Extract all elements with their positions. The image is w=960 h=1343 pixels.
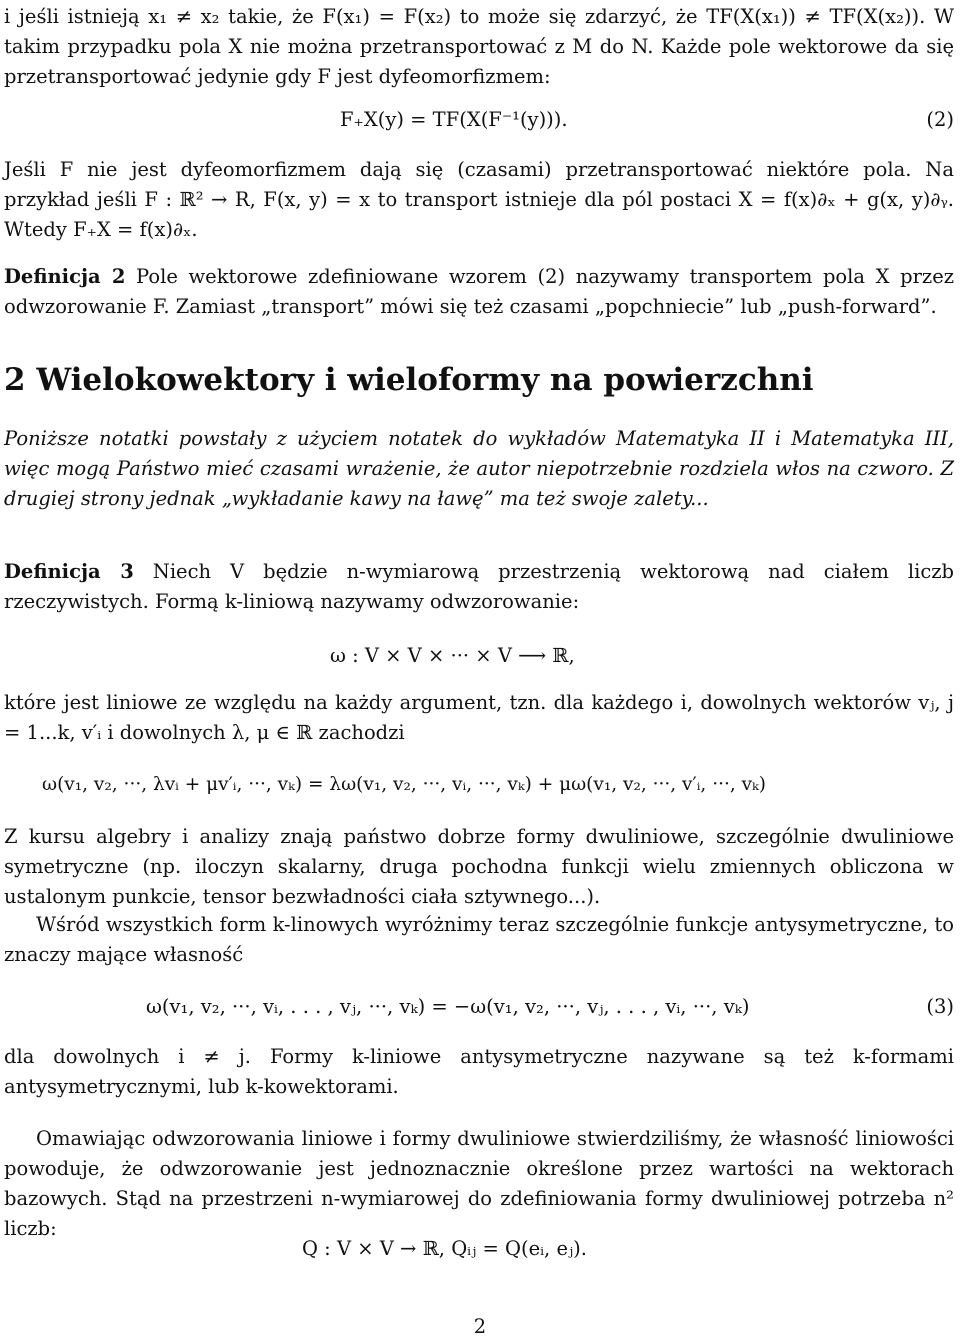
section-title: 2 Wielokowektory i wieloformy na powierzchni xyxy=(4,362,814,398)
equation-omega: ω : V × V × ··· × V ⟶ ℝ, xyxy=(330,644,575,667)
equation-2: F₊X(y) = TF(X(F⁻¹(y))). xyxy=(340,108,568,131)
paragraph-linearity: które jest liniowe ze względu na każdy argument, tzn. dla każdego i, dowolnych wektorów vⱼ, j = 1...k, v′ᵢ i dowolnych λ, μ ∈ ℝ zachodzi xyxy=(4,691,954,744)
equation-Q: Q : V × V → ℝ, Qᵢⱼ = Q(eᵢ, eⱼ). xyxy=(302,1237,587,1260)
page-number: 2 xyxy=(473,1315,487,1338)
definition-3-text: Niech V będzie n-wymiarową przestrzenią wektorową nad ciałem liczb rzeczywistych. Formą k-liniową nazywamy odwzorowanie: xyxy=(4,560,955,613)
definition-2 xyxy=(4,262,954,322)
equation-3-number: (3) xyxy=(926,995,954,1018)
intro-note: Poniższe notatki powstały z użyciem notatek do wykładów Matematyka II i Matematyka III, więc mogą Państwo mieć czasami wrażenie, że autor niepotrzebnie rozdziela włos na czworo. Z drugiej strony jednak „wykładanie kawy na ławę” ma też swoje zalety... xyxy=(4,427,954,510)
definition-2-text: Pole wektorowe zdefiniowane wzorem (2) nazywamy transportem pola X przez odwzorowanie F. Zamiast „transport” mówi się też czasami „popchniecie” lub „push-forward”. xyxy=(4,265,955,318)
definition-3-label: Definicja 3 xyxy=(4,560,134,583)
paragraph-k-forms: dla dowolnych i ≠ j. Formy k-liniowe antysymetryczne nazywane są też k-formami antysymetrycznymi, lub k-kowektorami. xyxy=(4,1045,954,1098)
paragraph-bilinear-basis: Omawiając odwzorowania liniowe i formy dwuliniowe stwierdziliśmy, że własność liniowości powoduje, że odwzorowanie jest jednoznacznie określone przez wartości na wektorach bazowych. Stąd na przestrzeni n-wymiarowej do zdefiniowania formy dwuliniowej potrzeba n² liczb: xyxy=(4,1127,954,1240)
paragraph-transport-intro: i jeśli istnieją x₁ ≠ x₂ takie, że F(x₁) = F(x₂) to może się zdarzyć, że TF(X(x₁)) ≠ TF(X(x₂)). W takim przypadku pola X nie można przetransportować z M do N. Każde pole wektorowe da się przetransportować jedynie gdy F jest dyfeomorfizmem: xyxy=(4,5,954,88)
equation-3: ω(v₁, v₂, ···, vᵢ, . . . , vⱼ, ···, vₖ) = −ω(v₁, v₂, ···, vⱼ, . . . , vᵢ, ···, vₖ) xyxy=(146,995,750,1018)
definition-3 xyxy=(4,557,954,617)
equation-linearity: ω(v₁, v₂, ···, λvᵢ + μv′ᵢ, ···, vₖ) = λω(v₁, v₂, ···, vᵢ, ···, vₖ) + μω(v₁, v₂, ···, v′ᵢ, ···, vₖ) xyxy=(42,774,767,795)
paragraph-bilinear: Z kursu algebry i analizy znają państwo dobrze formy dwuliniowe, szczególnie dwuliniowe symetryczne (np. iloczyn skalarny, druga pochodna funkcji wielu zmiennych obliczona w ustalonym punkcie, tensor bezwładności ciała sztywnego...). xyxy=(4,825,954,908)
definition-2-label: Definicja 2 xyxy=(4,265,126,288)
equation-2-number: (2) xyxy=(926,108,954,131)
paragraph-non-diffeomorphism: Jeśli F nie jest dyfeomorfizmem dają się (czasami) przetransportować niektóre pola. Na przykład jeśli F : ℝ² → R, F(x, y) = x to transport istnieje dla pól postaci X = f(x)∂ₓ + g(x, y)∂ᵧ. Wtedy F₊X = f(x)∂ₓ. xyxy=(4,158,954,241)
paragraph-antisymmetric: Wśród wszystkich form k-linowych wyróżnimy teraz szczególnie funkcje antysymetryczne, to znaczy mające własność xyxy=(4,913,954,966)
